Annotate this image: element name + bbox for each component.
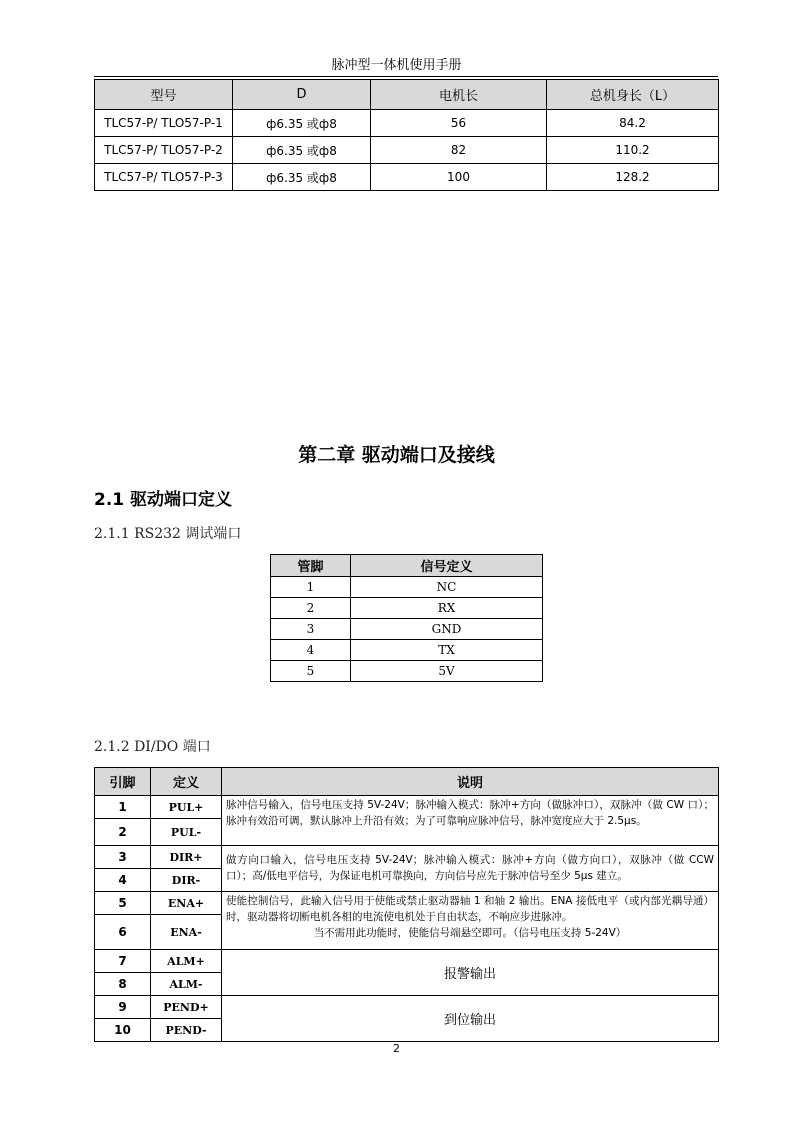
table-header-row [95, 80, 719, 110]
rs232-pin-table [270, 554, 543, 682]
table-cell: 84.2 [547, 110, 719, 137]
dido-pin-table [94, 767, 719, 1042]
pin-definition: ENA+ [151, 892, 222, 915]
column-header: 信号定义 [351, 555, 543, 577]
column-header: 定义 [151, 768, 222, 796]
pin-definition: ENA- [151, 915, 222, 950]
pin-definition: ALM+ [151, 950, 222, 973]
chapter-title: 第二章 驱动端口及接线 [298, 444, 495, 466]
header-rule [94, 76, 718, 77]
table-row [95, 892, 719, 915]
table-row [95, 796, 719, 819]
pin-number: 4 [95, 869, 151, 892]
running-header: 脉冲型一体机使用手册 [331, 58, 462, 73]
table-cell: TLC57-P/ TLO57-P-3 [95, 164, 233, 191]
table-cell: TLC57-P/ TLO57-P-1 [95, 110, 233, 137]
table-row [95, 137, 719, 164]
pin-number: 2 [95, 819, 151, 846]
table-cell: NC [351, 577, 543, 598]
pin-description: 脉冲信号输入，信号电压支持 5V-24V；脉冲输入模式：脉冲+方向（做脉冲口），双脉冲（做 CW 口）；脉冲有效沿可调，默认脉冲上升沿有效；为了可靠响应脉冲信号，脉冲宽度应大于 2.5μs。 [222, 796, 719, 846]
page-number: 2 [393, 1042, 400, 1055]
pin-description: 到位输出 [222, 996, 719, 1042]
table-row [271, 577, 543, 598]
column-header: 型号 [95, 80, 233, 110]
pin-number: 6 [95, 915, 151, 950]
pin-description: 做方向口输入，信号电压支持 5V-24V；脉冲输入模式：脉冲+方向（做方向口），双脉冲（做 CCW 口）；高/低电平信号，为保证电机可靠换向，方向信号应先于脉冲信号至少 5μs 建立。 [222, 846, 719, 892]
table-cell: 1 [271, 577, 351, 598]
table-row [95, 164, 719, 191]
table-row [95, 996, 719, 1019]
table-cell: TLC57-P/ TLO57-P-2 [95, 137, 233, 164]
table-cell: ф6.35 或ф8 [233, 110, 371, 137]
column-header: D [233, 80, 371, 110]
pin-number: 3 [95, 846, 151, 869]
pin-number: 5 [95, 892, 151, 915]
table-cell: RX [351, 598, 543, 619]
pin-number: 7 [95, 950, 151, 973]
model-dimension-table [94, 79, 719, 191]
pin-definition: PUL- [151, 819, 222, 846]
table-cell: 110.2 [547, 137, 719, 164]
table-row [271, 619, 543, 640]
table-row [95, 950, 719, 973]
column-header: 说明 [222, 768, 719, 796]
pin-definition: DIR- [151, 869, 222, 892]
table-cell: 2 [271, 598, 351, 619]
table-cell: TX [351, 640, 543, 661]
pin-number: 8 [95, 973, 151, 996]
table-cell: 82 [371, 137, 547, 164]
column-header: 引脚 [95, 768, 151, 796]
pin-definition: PEND+ [151, 996, 222, 1019]
pin-definition: ALM- [151, 973, 222, 996]
pin-definition: PEND- [151, 1019, 222, 1042]
table-cell: 100 [371, 164, 547, 191]
table-cell: ф6.35 或ф8 [233, 164, 371, 191]
table-cell: 4 [271, 640, 351, 661]
table-row [271, 598, 543, 619]
pin-definition: DIR+ [151, 846, 222, 869]
pin-definition: PUL+ [151, 796, 222, 819]
section-heading: 2.1 驱动端口定义 [94, 490, 233, 510]
table-cell: 5V [351, 661, 543, 682]
table-cell: 56 [371, 110, 547, 137]
table-cell: GND [351, 619, 543, 640]
table-cell: 128.2 [547, 164, 719, 191]
pin-number: 10 [95, 1019, 151, 1042]
subsection-heading: 2.1.2 DI/DO 端口 [94, 739, 211, 755]
table-cell: ф6.35 或ф8 [233, 137, 371, 164]
table-header-row [95, 768, 719, 796]
table-row [271, 661, 543, 682]
pin-description [222, 892, 719, 950]
subsection-heading: 2.1.1 RS232 调试端口 [94, 526, 242, 542]
table-row [271, 640, 543, 661]
table-row [95, 846, 719, 869]
ena-description: 使能控制信号，此输入信号用于使能或禁止驱动器轴 1 和轴 2 输出。ENA 接低电平（或内部光耦导通）时，驱动器将切断电机各相的电流使电机处于自由状态，不响应步进脉冲。 [226, 895, 714, 923]
pin-description: 报警输出 [222, 950, 719, 996]
column-header: 电机长 [371, 80, 547, 110]
table-row [95, 110, 719, 137]
table-cell: 5 [271, 661, 351, 682]
table-header-row [271, 555, 543, 577]
column-header: 管脚 [271, 555, 351, 577]
ena-note: 当不需用此功能时，使能信号端悬空即可。（信号电压支持 5-24V） [313, 927, 627, 939]
pin-number: 9 [95, 996, 151, 1019]
pin-number: 1 [95, 796, 151, 819]
column-header: 总机身长（L） [547, 80, 719, 110]
table-cell: 3 [271, 619, 351, 640]
